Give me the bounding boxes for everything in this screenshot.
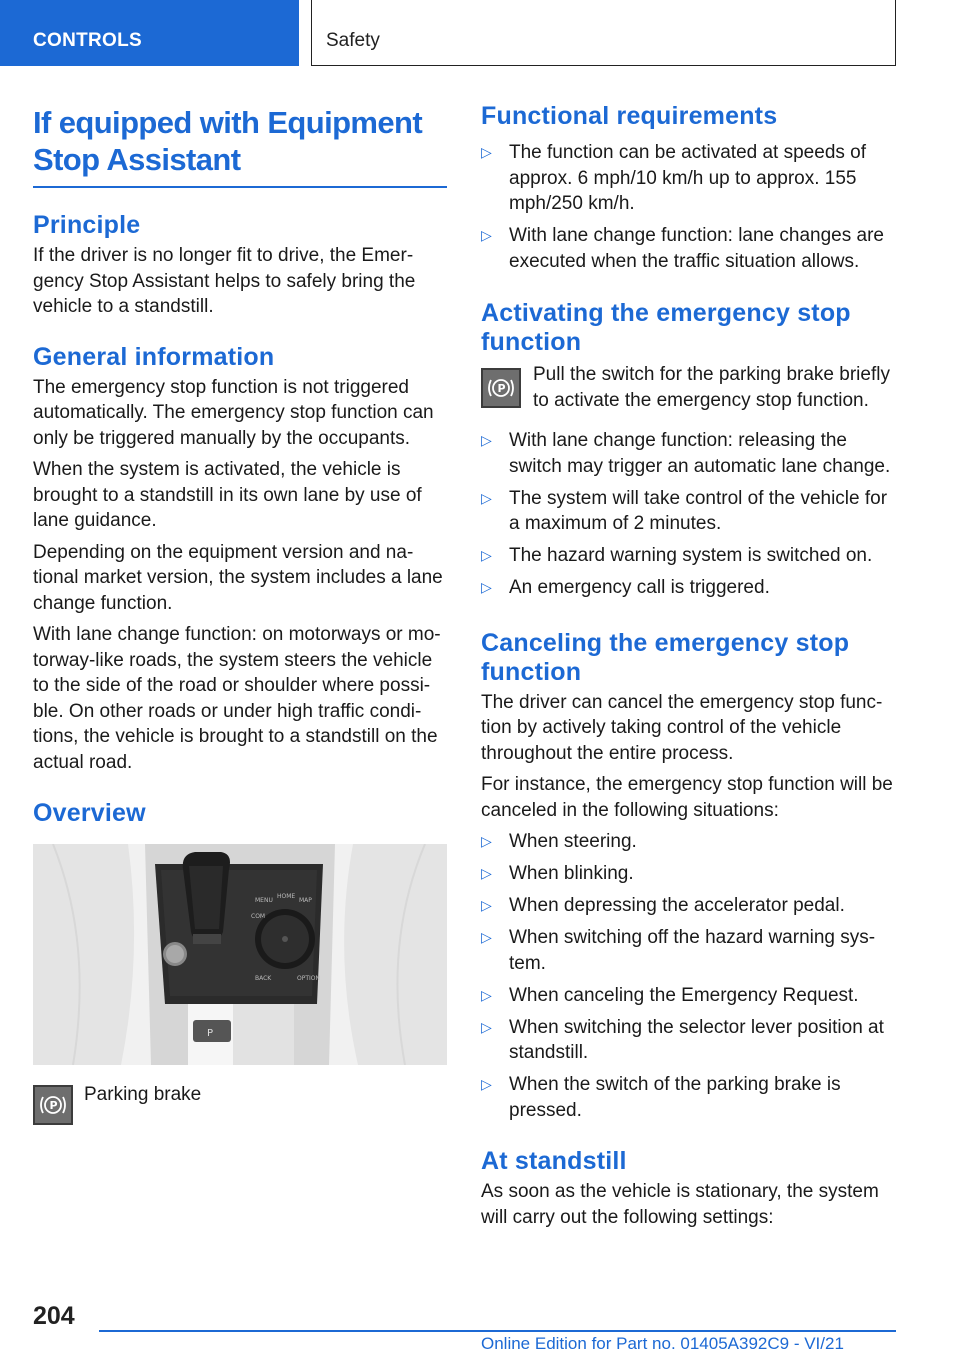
general-heading: General information xyxy=(33,342,275,371)
com-label: COM xyxy=(251,913,266,920)
back-label: BACK xyxy=(255,975,272,982)
list-item: ▷ When steering. xyxy=(481,829,901,855)
general-paragraph: When the system is activated, the vehicle is brought to a standstill in its own lane by use of lane guidance. xyxy=(33,459,422,531)
list-item: ▷ With lane change function: releasing the switch may trigger an automatic lane change. xyxy=(481,430,891,477)
overview-heading: Overview xyxy=(33,799,146,827)
center-console-illustration xyxy=(33,844,447,1065)
triangle-right-icon: ▷ xyxy=(481,579,492,595)
list-item: ▷ When switching off the hazard warning sys‐tem. xyxy=(481,927,876,974)
standstill-heading: At standstill xyxy=(481,1147,627,1175)
triangle-right-icon: ▷ xyxy=(481,929,492,945)
general-paragraph: With lane change function: on motorways or mo‐torway-like roads, the system steers the vehicle to the side of the road or shoulder where possi‐ble. On other roads or under high traffic condi‐tions, the vehicle is brought to a standstill on the actual road. xyxy=(33,624,441,773)
canceling-list xyxy=(481,829,901,1123)
svg-text:P: P xyxy=(207,1028,214,1039)
triangle-right-icon: ▷ xyxy=(481,986,492,1003)
triangle-right-icon: ▷ xyxy=(481,897,492,913)
home-label: HOME xyxy=(277,893,296,900)
triangle-right-icon: ▷ xyxy=(481,144,492,160)
standstill-text: As soon as the vehicle is stationary, the system will carry out the following settings: xyxy=(481,1181,879,1228)
triangle-right-icon: ▷ xyxy=(481,432,492,448)
triangle-right-icon: ▷ xyxy=(481,547,492,563)
functional-list xyxy=(481,140,901,274)
triangle-right-icon: ▷ xyxy=(481,865,492,881)
triangle-right-icon: ▷ xyxy=(481,1018,492,1035)
map-label: MAP xyxy=(299,897,312,904)
parking-brake-icon xyxy=(481,368,521,408)
list-item: ▷ The hazard warning system is switched on. xyxy=(481,543,901,569)
list-item: ▷ When switching the selector lever position at standstill. xyxy=(481,1016,884,1063)
list-item: ▷ When depressing the accelerator pedal. xyxy=(481,893,901,919)
functional-heading: Functional requirements xyxy=(481,102,778,130)
list-item: ▷ When blinking. xyxy=(481,861,901,887)
triangle-right-icon: ▷ xyxy=(481,833,492,849)
activating-instruction xyxy=(481,364,901,413)
header-frame xyxy=(311,0,896,66)
list-item: ▷ When the switch of the parking brake is pressed. xyxy=(481,1074,841,1121)
list-item: ▷ When canceling the Emergency Request. xyxy=(481,983,901,1009)
title-divider xyxy=(33,186,447,188)
general-paragraph: The emergency stop function is not triggered automatically. The emergency stop function can only be triggered manually by the occupants. xyxy=(33,376,434,449)
parking-brake-icon xyxy=(33,1085,73,1125)
center-console-figure xyxy=(33,844,447,1065)
activating-heading: Activating the emergency stop function xyxy=(481,299,851,356)
figure-legend xyxy=(33,1085,447,1125)
list-item: ▷ An emergency call is triggered. xyxy=(481,575,901,601)
canceling-paragraph: The driver can cancel the emergency stop func‐tion by actively taking control of the vehicle throughout the entire process. xyxy=(481,691,883,764)
legend-label: Parking brake xyxy=(84,1084,202,1105)
activating-list xyxy=(481,428,901,601)
section-tab: CONTROLS xyxy=(0,0,299,66)
triangle-right-icon: ▷ xyxy=(481,1076,492,1092)
list-item: ▷ With lane change function: lane changes are executed when the traffic situation allows. xyxy=(481,225,884,272)
canceling-paragraph: For instance, the emergency stop function will be canceled in the following situations: xyxy=(481,774,893,821)
list-item: ▷ The function can be activated at speeds of approx. 6 mph/10 km/h up to approx. 155 mph/250 km/h. xyxy=(481,142,867,214)
page-title: If equipped with Equipment Stop Assistant xyxy=(33,105,423,177)
page-section-title: Safety xyxy=(326,30,380,51)
general-body xyxy=(33,375,447,776)
svg-text:P: P xyxy=(497,382,506,395)
list-item: ▷ The system will take control of the vehicle for a maximum of 2 minutes. xyxy=(481,487,888,534)
menu-label: MENU xyxy=(255,897,273,904)
edition-note: Online Edition for Part no. 01405A392C9 - VI/21 xyxy=(481,1334,844,1353)
canceling-body xyxy=(481,690,901,824)
left-column xyxy=(33,104,447,1125)
svg-text:P: P xyxy=(49,1099,58,1112)
page-number: 204 xyxy=(33,1302,75,1330)
triangle-right-icon: ▷ xyxy=(481,489,492,506)
principle-text: If the driver is no longer fit to drive, the Emer‐gency Stop Assistant helps to safely bring the vehicle to a standstill. xyxy=(33,245,416,317)
general-paragraph: Depending on the equipment version and na‐tional market version, the system includes a lane change function. xyxy=(33,541,443,614)
footer-divider xyxy=(99,1330,896,1332)
canceling-heading: Canceling the emergency stop function xyxy=(481,628,850,686)
activating-text: Pull the switch for the parking brake briefly to activate the emergency stop function. xyxy=(533,364,890,411)
principle-heading: Principle xyxy=(33,211,141,239)
right-column xyxy=(481,102,901,1230)
option-label: OPTION xyxy=(297,975,320,982)
triangle-right-icon: ▷ xyxy=(481,227,492,243)
